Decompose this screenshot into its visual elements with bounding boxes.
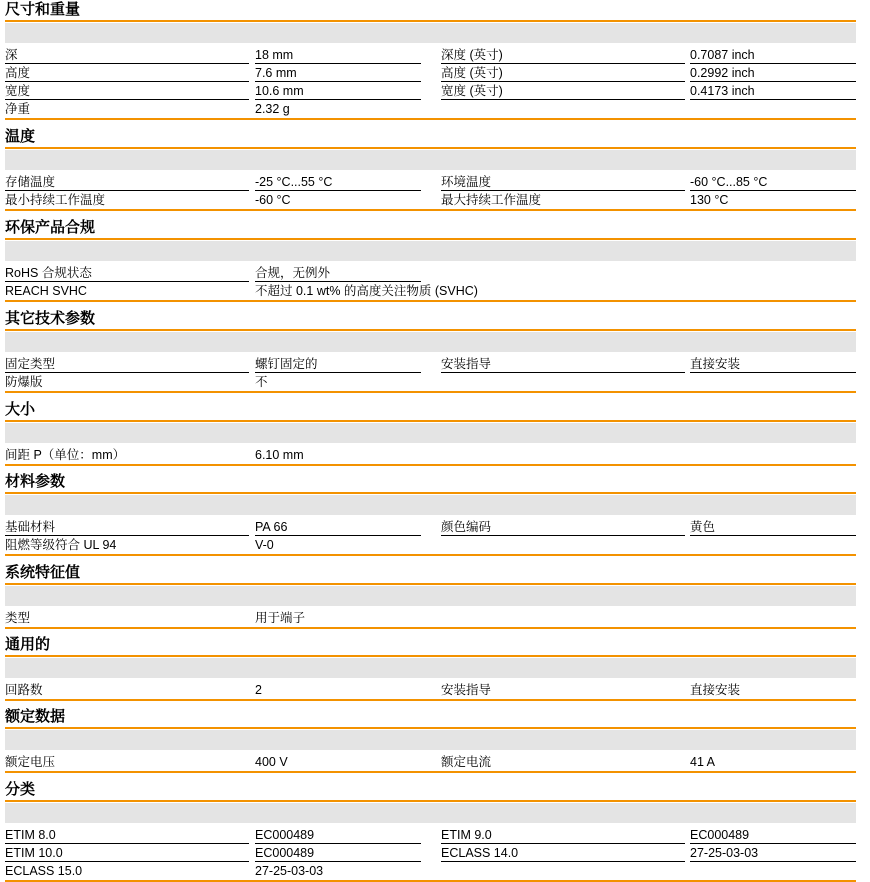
spec-table bbox=[5, 515, 856, 554]
spec-label: 宽度 bbox=[5, 84, 31, 98]
spec-label bbox=[441, 609, 685, 626]
spec-value: 0.2992 inch bbox=[690, 66, 755, 80]
table-row bbox=[5, 373, 856, 391]
section bbox=[5, 472, 856, 556]
section bbox=[5, 635, 856, 701]
section-band bbox=[5, 803, 856, 823]
section-divider bbox=[5, 554, 856, 556]
spec-label: RoHS 合规状态 bbox=[5, 266, 92, 280]
table-row bbox=[5, 64, 856, 82]
spec-table bbox=[5, 43, 856, 118]
spec-table bbox=[5, 750, 856, 771]
spec-value: 螺钉固定的 bbox=[255, 357, 318, 371]
section-divider bbox=[5, 118, 856, 120]
table-row bbox=[5, 100, 856, 118]
section bbox=[5, 218, 856, 302]
spec-label: 存储温度 bbox=[5, 175, 56, 189]
spec-value bbox=[690, 862, 856, 879]
section-title: 尺寸和重量 bbox=[5, 0, 856, 22]
spec-value: -60 °C...85 °C bbox=[690, 175, 768, 189]
spec-label: 安装指导 bbox=[441, 683, 492, 697]
spec-table bbox=[5, 606, 856, 627]
spec-label: 颜色编码 bbox=[441, 520, 492, 534]
table-row bbox=[5, 536, 856, 554]
spec-value: V-0 bbox=[255, 538, 274, 552]
spec-label: ECLASS 15.0 bbox=[5, 864, 83, 878]
spec-value: 0.7087 inch bbox=[690, 48, 755, 62]
spec-value bbox=[690, 536, 856, 553]
spec-label bbox=[441, 282, 685, 299]
section bbox=[5, 127, 856, 211]
spec-value: 不超过 0.1 wt% 的高度关注物质 (SVHC) bbox=[255, 284, 478, 298]
spec-value: -25 °C...55 °C bbox=[255, 175, 333, 189]
spec-value: 10.6 mm bbox=[255, 84, 304, 98]
spec-label bbox=[441, 446, 685, 463]
spec-label: 类型 bbox=[5, 611, 31, 625]
spec-label: 固定类型 bbox=[5, 357, 56, 371]
section-title: 环保产品合规 bbox=[5, 218, 856, 240]
section-title: 温度 bbox=[5, 127, 856, 149]
spec-label: 环境温度 bbox=[441, 175, 492, 189]
spec-table bbox=[5, 443, 856, 464]
spec-label bbox=[441, 536, 685, 553]
table-row bbox=[5, 264, 856, 282]
table-row bbox=[5, 753, 856, 771]
section-title: 材料参数 bbox=[5, 472, 856, 494]
spec-value: EC000489 bbox=[255, 846, 315, 860]
spec-value: -60 °C bbox=[255, 193, 291, 207]
section-title: 其它技术参数 bbox=[5, 309, 856, 331]
spec-value: 合规，无例外 bbox=[255, 266, 331, 280]
spec-label: ETIM 9.0 bbox=[441, 828, 492, 842]
section bbox=[5, 707, 856, 773]
spec-label: 安装指导 bbox=[441, 357, 492, 371]
spec-label: 宽度 (英寸) bbox=[441, 84, 503, 98]
section-title: 系统特征值 bbox=[5, 563, 856, 585]
spec-label: 回路数 bbox=[5, 683, 43, 697]
spec-value: 黄色 bbox=[690, 520, 716, 534]
spec-value: 2 bbox=[255, 683, 262, 697]
spec-label: 高度 (英寸) bbox=[441, 66, 503, 80]
spec-label bbox=[441, 373, 685, 390]
spec-table bbox=[5, 678, 856, 699]
spec-label bbox=[441, 264, 685, 281]
section-title: 通用的 bbox=[5, 635, 856, 657]
section bbox=[5, 0, 856, 120]
section-divider bbox=[5, 300, 856, 302]
section-title: 大小 bbox=[5, 400, 856, 422]
table-row bbox=[5, 518, 856, 536]
spec-label bbox=[441, 862, 685, 879]
spec-value: 不 bbox=[255, 375, 268, 389]
spec-value bbox=[690, 264, 856, 281]
spec-value: 130 °C bbox=[690, 193, 729, 207]
spec-value: 直接安装 bbox=[690, 357, 741, 371]
spec-value: EC000489 bbox=[690, 828, 750, 842]
spec-value: EC000489 bbox=[255, 828, 315, 842]
table-row bbox=[5, 82, 856, 100]
table-row bbox=[5, 173, 856, 191]
spec-label: 净重 bbox=[5, 102, 31, 116]
section-title: 额定数据 bbox=[5, 707, 856, 729]
table-row bbox=[5, 446, 856, 464]
section-band bbox=[5, 23, 856, 43]
spec-label: 间距 P（单位：mm） bbox=[5, 448, 126, 462]
spec-label: 最大持续工作温度 bbox=[441, 193, 542, 207]
section-divider bbox=[5, 771, 856, 773]
spec-label: 阻燃等级符合 UL 94 bbox=[5, 538, 117, 552]
spec-label bbox=[441, 100, 685, 117]
section bbox=[5, 563, 856, 629]
section-band bbox=[5, 495, 856, 515]
section-band bbox=[5, 332, 856, 352]
table-row bbox=[5, 844, 856, 862]
spec-table bbox=[5, 352, 856, 391]
table-row bbox=[5, 826, 856, 844]
spec-value: 7.6 mm bbox=[255, 66, 297, 80]
spec-label: ETIM 10.0 bbox=[5, 846, 63, 860]
table-row bbox=[5, 282, 856, 300]
section bbox=[5, 309, 856, 393]
table-row bbox=[5, 609, 856, 627]
table-row bbox=[5, 862, 856, 880]
section-divider bbox=[5, 464, 856, 466]
spec-value bbox=[690, 609, 856, 626]
spec-value: 27-25-03-03 bbox=[255, 864, 324, 878]
section bbox=[5, 780, 856, 882]
spec-value: 6.10 mm bbox=[255, 448, 304, 462]
spec-value: 41 A bbox=[690, 755, 716, 769]
spec-table bbox=[5, 823, 856, 880]
section-divider bbox=[5, 699, 856, 701]
spec-label: 防爆版 bbox=[5, 375, 43, 389]
spec-value: 直接安装 bbox=[690, 683, 741, 697]
spec-label: ETIM 8.0 bbox=[5, 828, 56, 842]
spec-label: 最小持续工作温度 bbox=[5, 193, 106, 207]
spec-table bbox=[5, 261, 856, 300]
spec-value: 2.32 g bbox=[255, 102, 290, 116]
section-band bbox=[5, 658, 856, 678]
spec-value: 27-25-03-03 bbox=[690, 846, 759, 860]
section bbox=[5, 400, 856, 466]
spec-label: 额定电压 bbox=[5, 755, 56, 769]
section-band bbox=[5, 150, 856, 170]
spec-value bbox=[690, 373, 856, 390]
section-title: 分类 bbox=[5, 780, 856, 802]
spec-value: 400 V bbox=[255, 755, 288, 769]
spec-value bbox=[690, 100, 856, 117]
spec-table bbox=[5, 170, 856, 209]
spec-label: 额定电流 bbox=[441, 755, 492, 769]
spec-value: 0.4173 inch bbox=[690, 84, 755, 98]
spec-label: 深度 (英寸) bbox=[441, 48, 503, 62]
section-band bbox=[5, 423, 856, 443]
spec-value bbox=[690, 282, 856, 299]
table-row bbox=[5, 355, 856, 373]
section-divider bbox=[5, 209, 856, 211]
spec-label: ECLASS 14.0 bbox=[441, 846, 519, 860]
spec-value: 18 mm bbox=[255, 48, 294, 62]
spec-value: PA 66 bbox=[255, 520, 288, 534]
spec-value bbox=[690, 446, 856, 463]
spec-label: 高度 bbox=[5, 66, 31, 80]
spec-value: 用于端子 bbox=[255, 611, 306, 625]
spec-label: 基础材料 bbox=[5, 520, 56, 534]
section-divider bbox=[5, 391, 856, 393]
section-band bbox=[5, 586, 856, 606]
section-band bbox=[5, 730, 856, 750]
spec-label: 深 bbox=[5, 48, 18, 62]
table-row bbox=[5, 681, 856, 699]
table-row bbox=[5, 191, 856, 209]
table-row bbox=[5, 46, 856, 64]
section-divider bbox=[5, 627, 856, 629]
spec-label: REACH SVHC bbox=[5, 284, 87, 298]
section-band bbox=[5, 241, 856, 261]
